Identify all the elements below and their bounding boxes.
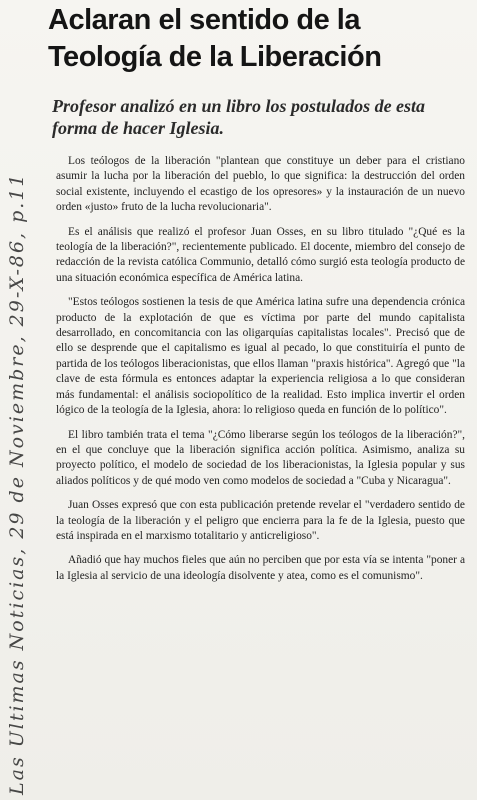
article-paragraph: Los teólogos de la liberación "plantean que constituye un deber para el cristiano asumir la lucha por la liberación del pueblo, lo que significa: la destrucción del orden social existente, incluyendo el ecastigo de los opresores» y la instauración de un nuevo orden «justo» fruto de la lucha revolucionaria".	[56, 155, 465, 214]
article-headline: Aclaran el sentido de la Teología de la Liberación	[48, 4, 382, 73]
article-paragraph: "Estos teólogos sostienen la tesis de que América latina sufre una dependencia crónica producto de la explotación de que es víctima por parte del mundo capitalista desarrollado, en concomitancia con las oligarquías capitalistas locales". Precisó que de ello se desprende que el capitalismo es igual al pecado, lo que constituiría el punto de partida de los teólogos liberacionistas, que ellos llaman "praxis histórica". Agregó que "la clave de esta fórmula es entonces adaptar la experiencia religiosa a lo que consideran más fundamental: el análisis sociopolítico de la realidad. Esto implica invertir el orden lógico de la teología de la Iglesia, ahora: lo religioso queda en función de lo político".	[56, 296, 465, 417]
article-subheadline: Profesor analizó en un libro los postulados de esta forma de hacer Iglesia.	[52, 96, 426, 138]
handwritten-source-note: Las Ultimas Noticias, 29 de Noviembre, 29-X-86, p.11	[6, 172, 28, 795]
article-paragraph: Añadió que hay muchos fieles que aún no perciben que por esta vía se intenta "poner a la Iglesia al servicio de una ideología disolvente y atea, como es el comunismo".	[56, 554, 465, 582]
article-paragraph: Juan Osses expresó que con esta publicación pretende revelar el "verdadero sentido de la teología de la liberación y el peligro que encierra para la fe de la Iglesia, puesto que está inspirada en el marxismo totalitario y anticreligioso".	[56, 499, 465, 542]
article-paragraph: El libro también trata el tema "¿Cómo liberarse según los teólogos de la liberación?", en el que concluye que la liberación significa acción política. Asimismo, analiza su proyecto político, el modelo de sociedad de los liberacionistas, la Iglesia popular y sus aliados políticos y de qué modo ven como modelos de sociedad a "Cuba y Nicaragua".	[56, 428, 465, 487]
article-paragraph: Es el análisis que realizó el profesor Juan Osses, en su libro titulado "¿Qué es la teología de la liberación?", recientemente publicado. El docente, miembro del consejo de redacción de la revista católica Communio, detalló cómo surgió esta teología producto de una situación económica específica de América latina.	[56, 225, 465, 284]
article-body	[56, 154, 465, 593]
